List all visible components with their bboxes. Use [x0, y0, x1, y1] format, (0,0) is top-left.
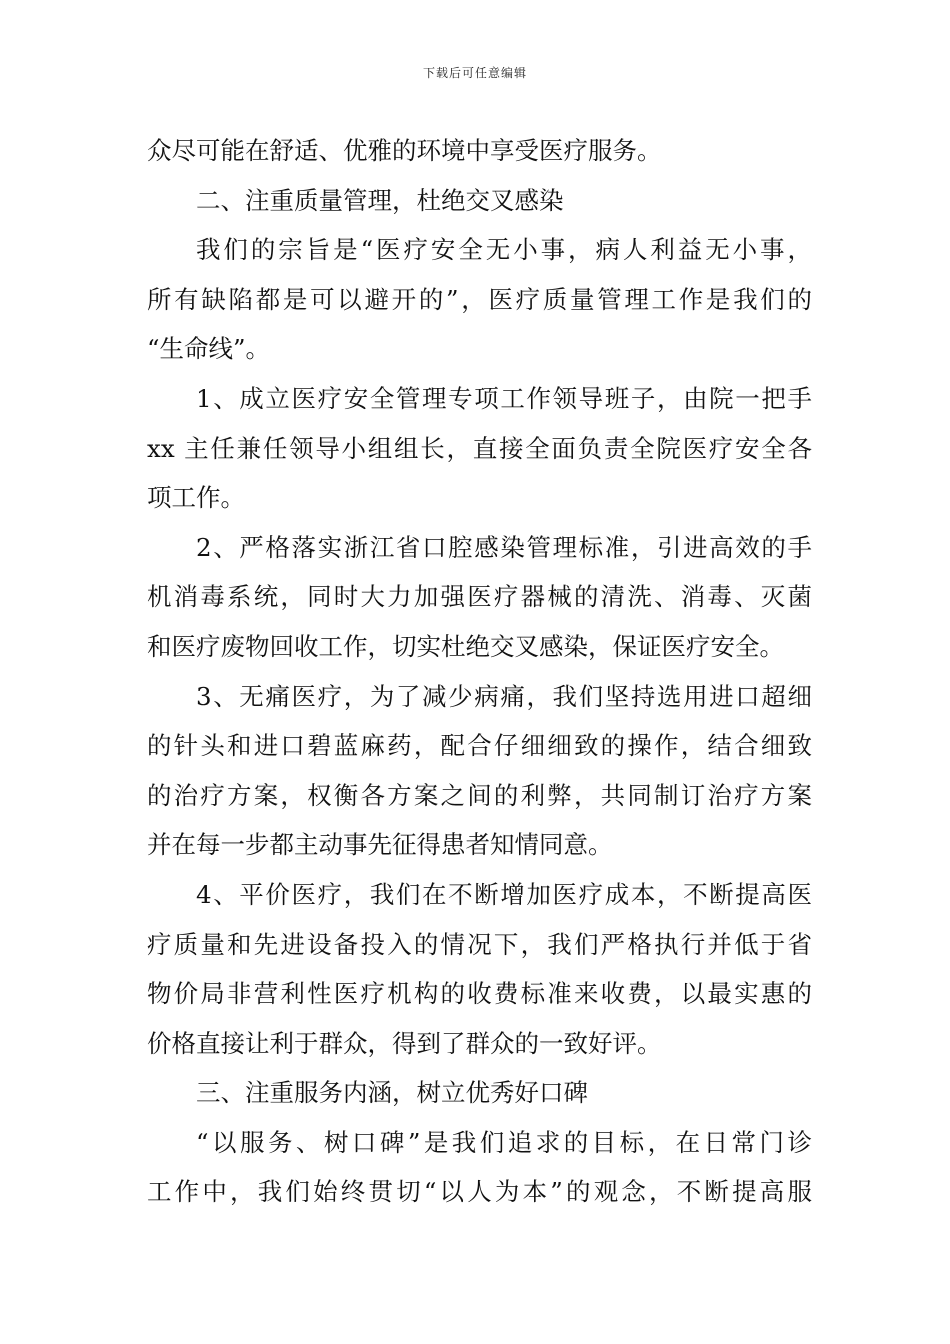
text-line: 和医疗废物回收工作，切实杜绝交叉感染，保证医疗安全。 — [147, 631, 784, 661]
text-line: 价格直接让利于群众，得到了群众的一致好评。 — [147, 1028, 662, 1058]
text-line: 三、注重服务内涵，树立优秀好口碑 — [196, 1078, 588, 1108]
document-body — [147, 126, 812, 1217]
text-line: 1、成立医疗安全管理专项工作领导班子，由院一把手 — [196, 383, 812, 413]
text-line: 我们的宗旨是“医疗安全无小事，病人利益无小事， — [196, 235, 812, 265]
text-line: 的治疗方案，权衡各方案之间的利弊，共同制订治疗方案 — [147, 780, 812, 810]
text-line: 3、无痛医疗，为了减少病痛，我们坚持选用进口超细 — [196, 681, 812, 711]
text-line: 4、平价医疗，我们在不断增加医疗成本，不断提高医 — [196, 879, 812, 909]
text-line: 物价局非营利性医疗机构的收费标准来收费，以最实惠的 — [147, 979, 812, 1009]
text-line: 所有缺陷都是可以避开的”，医疗质量管理工作是我们的 — [147, 284, 812, 314]
text-line: 并在每一步都主动事先征得患者知情同意。 — [147, 830, 613, 860]
text-line: 项工作。 — [147, 483, 245, 513]
text-line: 机消毒系统，同时大力加强医疗器械的清洗、消毒、灭菌 — [147, 582, 812, 612]
text-line: “以服务、树口碑”是我们追求的目标，在日常门诊 — [196, 1127, 812, 1157]
page-header: 下载后可任意编辑 — [422, 66, 527, 80]
text-line: 二、注重质量管理，杜绝交叉感染 — [196, 185, 564, 215]
text-line: “生命线”。 — [147, 334, 271, 364]
text-line: 的针头和进口碧蓝麻药，配合仔细细致的操作，结合细致 — [147, 731, 812, 761]
text-line: 2、严格落实浙江省口腔感染管理标准，引进高效的手 — [196, 532, 812, 562]
text-line: xx 主任兼任领导小组组长，直接全面负责全院医疗安全各 — [147, 433, 812, 463]
text-line: 众尽可能在舒适、优雅的环境中享受医疗服务。 — [147, 136, 662, 165]
text-line: 工作中，我们始终贯切“以人为本”的观念，不断提高服 — [147, 1177, 812, 1207]
text-line: 疗质量和先进设备投入的情况下，我们严格执行并低于省 — [147, 929, 812, 959]
